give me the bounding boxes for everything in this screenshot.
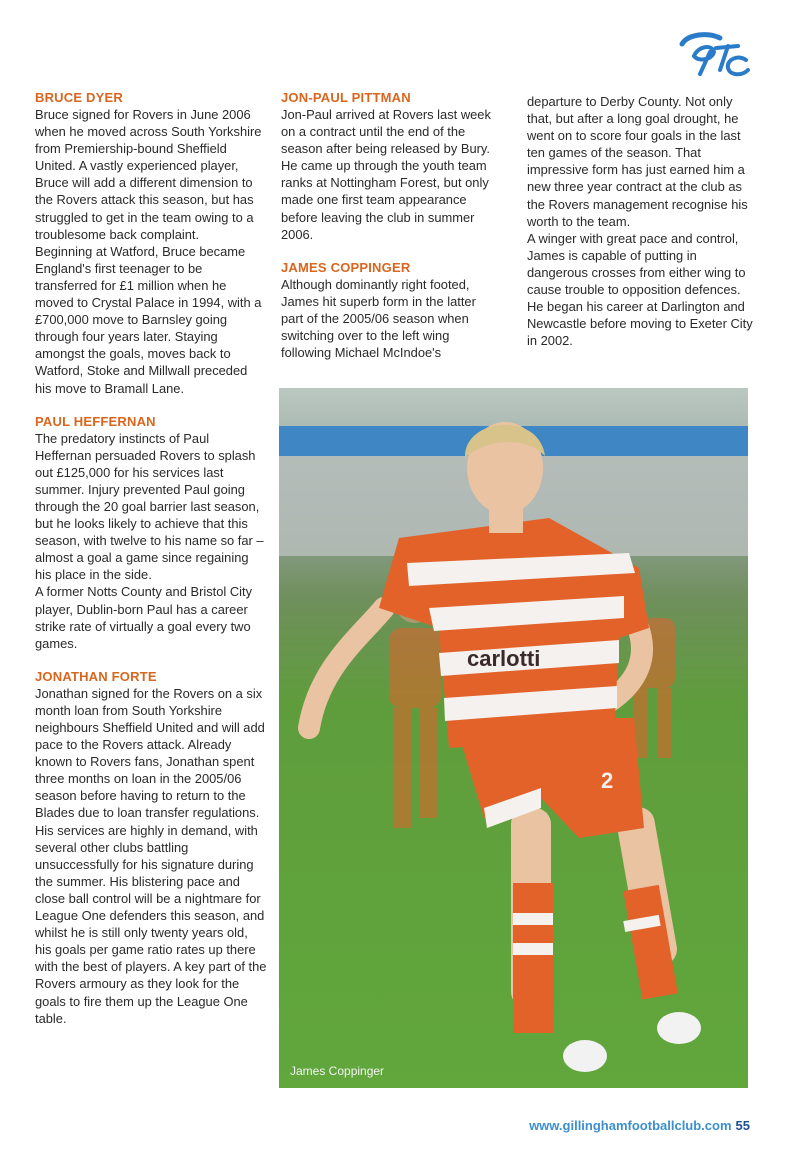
section-bruce-dyer [35,90,267,397]
paragraph: The predatory instincts of Paul Heffernan persuaded Rovers to splash out £125,000 for his services last summer. Injury prevented Paul going through the 20 goal barrier last season, but he looks likely to achieve that this season, with twelve to his name so far – almost a goal a game since regaining his place in the side. [35,430,264,583]
shirt-sponsor: carlotti [467,646,541,671]
paragraph: Beginning at Watford, Bruce became England's first teenager to be transferred for £1 million when he moved to Crystal Palace in 1994, with a £700,000 move to Barnsley going through four years later. Staying amongst the goals, moves back to Watford, Stoke and Millwall preceded his move to Bramall Lane. [35,243,262,396]
section-title: JAMES COPPINGER [281,259,411,275]
website-url[interactable]: www.gillinghamfootballclub.com [529,1118,732,1133]
paragraph: A winger with great pace and control, James is capable of putting in dangerous crosses from either wing to cause trouble to opposition defences. [527,230,746,298]
gfc-logo [676,30,752,82]
page-footer [529,1118,750,1133]
section-james-coppinger [281,260,501,361]
paragraph: Jonathan signed for the Rovers on a six month loan from South Yorkshire neighbours Sheffield United and will add pace to the Rovers attack. Already known to Rovers fans, Jonathan spent three months on loan in the 2005/06 season before having to return to the Blades due to loan transfer regulations. His services are highly in demand, with several other clubs battling unsuccessfully for his signature during the summer. His blistering pace and close ball control will be a nightmare for League One defenders this season, and whilst he is still only twenty years old, his goals per game ratio rates up there with the best of players. A key part of the Rovers armoury as they look for the goals to fire them up the League One table. [35,685,267,1026]
section-title: PAUL HEFFERNAN [35,413,156,429]
middle-column [281,90,501,378]
paragraph: Bruce signed for Rovers in June 2006 when he moved across South Yorkshire from Premiership-bound Sheffield United. A vastly experienced player, Bruce will add a different dimension to the Rovers attack this season, but has struggled to get in the team owing to a troublesome back complaint. [35,107,262,242]
section-title: BRUCE DYER [35,90,123,105]
paragraph: A former Notts County and Bristol City player, Dublin-born Paul has a career strike rate of virtually a goal every two games. [35,584,253,651]
player-photo [279,388,748,1088]
right-column [527,93,759,366]
section-title: JON-PAUL PITTMAN [281,90,411,105]
section-jonathan-forte [35,669,267,1027]
section-james-coppinger-continued [527,93,759,349]
section-paul-heffernan [35,414,267,652]
photo-caption: James Coppinger [290,1064,385,1078]
paragraph: Although dominantly right footed, James hit superb form in the latter part of the 2005/06 season when switching over to the left wing following Michael McIndoe's [281,276,476,361]
left-column [35,90,267,1044]
paragraph: He began his career at Darlington and Newcastle before moving to Exeter City in 2002. [527,299,753,349]
paragraph: departure to Derby County. Not only that, but after a long goal drought, he went on to score four goals in the last ten games of the season. That impressive form has just earned him a new three year contract at the club as the Rovers management recognise his worth to the team. [527,94,748,229]
section-jon-paul-pittman [281,90,501,243]
shirt-number: 2 [601,768,614,793]
section-title: JONATHAN FORTE [35,668,157,684]
paragraph: Jon-Paul arrived at Rovers last week on a contract until the end of the season after being released by Bury. He came up through the youth team ranks at Nottingham Forest, but only made one first team appearance before leaving the club in summer 2006. [281,107,491,242]
player-illustration [279,388,748,1088]
page-number: 55 [735,1118,750,1133]
